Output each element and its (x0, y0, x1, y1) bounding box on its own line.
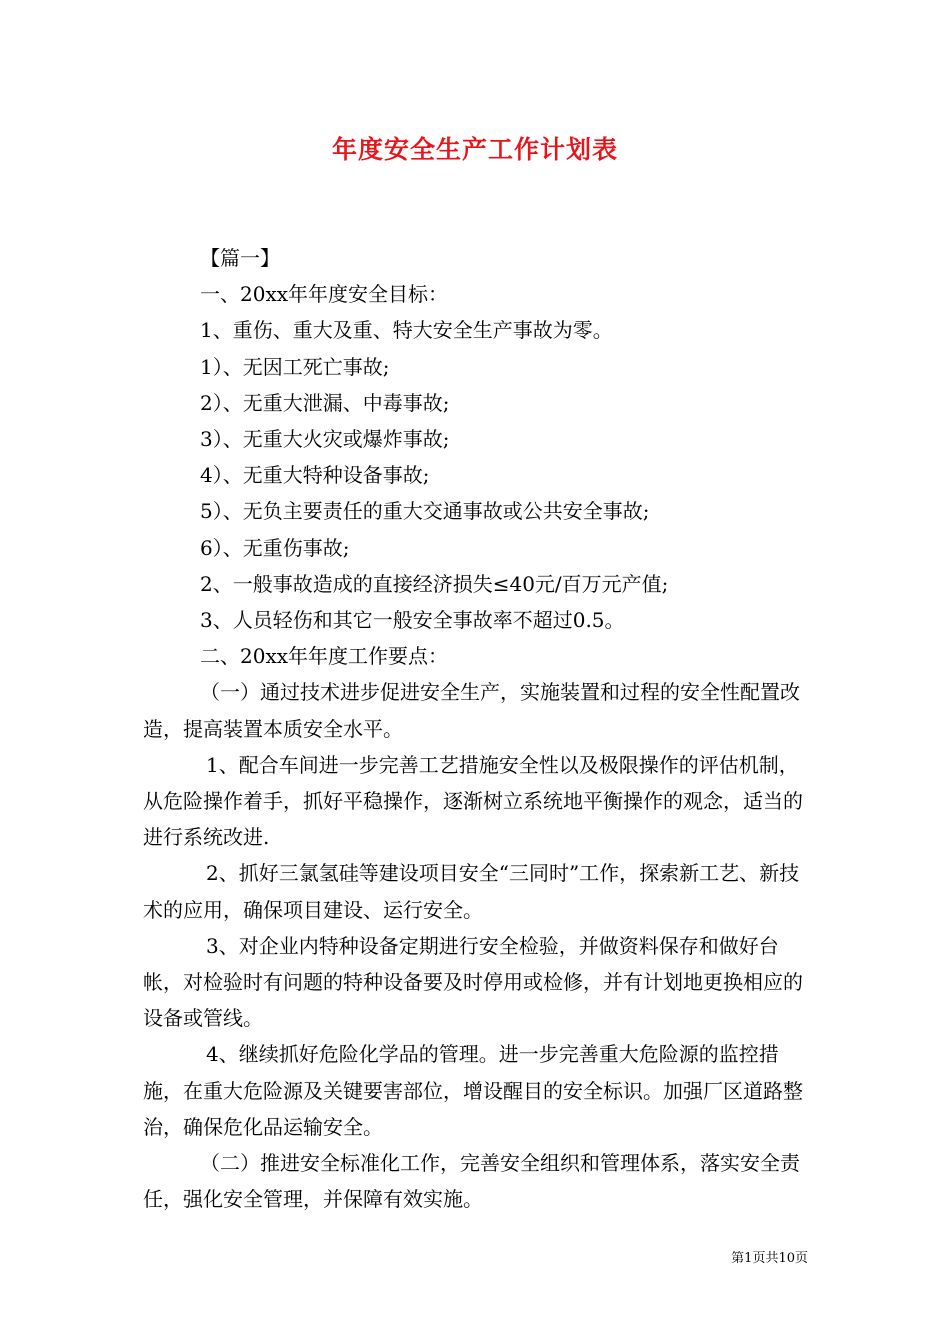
work-item: 4、继续抓好危险化学品的管理。进一步完善重大危险源的监控措施，在重大危险源及关键要害部位，增设醒目的安全标识。加强厂区道路整治，确保危化品运输安全。 (143, 1042, 803, 1139)
work-item: 2、抓好三氯氢硅等建设项目安全“三同时”工作，探索新工艺、新技术的应用，确保项目建设、运行安全。 (143, 861, 800, 922)
goal-subitem: 6）、无重伤事故; (200, 535, 350, 560)
goal-subitem: 2）、无重大泄漏、中毒事故; (200, 390, 450, 415)
heading-safety-goals: 一、20xx年年度安全目标： (200, 282, 449, 307)
heading-work-points: 二、20xx年年度工作要点： (200, 644, 449, 669)
document-body (143, 240, 808, 1217)
goal-item: 3、人员轻伤和其它一般安全事故率不超过0.5。 (200, 608, 625, 633)
work-item: 1、配合车间进一步完善工艺措施安全性以及极限操作的评估机制，从危险操作着手，抓好平稳操作，逐渐树立系统地平衡操作的观念，适当的进行系统改进. (143, 752, 803, 850)
work-item: 3、对企业内特种设备定期进行安全检验，并做资料保存和做好台帐，对检验时有问题的特种设备要及时停用或检修，并有计划地更换相应的设备或管线。 (143, 933, 803, 1031)
work-section: （二）推进安全标准化工作，完善安全组织和管理体系，落实安全责任，强化安全管理，并保障有效实施。 (143, 1151, 800, 1212)
section-label: 【篇一】 (200, 246, 280, 270)
work-section: （一）通过技术进步促进安全生产，实施装置和过程的安全性配置改造，提高装置本质安全水平。 (143, 680, 800, 741)
goal-subitem: 1）、无因工死亡事故; (200, 354, 390, 379)
page-number: 第1页共10页 (731, 1251, 808, 1266)
goal-item: 1、重伤、重大及重、特大安全生产事故为零。 (200, 318, 613, 343)
goal-subitem: 3）、无重大火灾或爆炸事故; (200, 427, 450, 452)
document-title: 年度安全生产工作计划表 (331, 135, 618, 164)
goal-subitem: 5）、无负主要责任的重大交通事故或公共安全事故; (200, 499, 650, 524)
goal-subitem: 4）、无重大特种设备事故; (200, 463, 430, 488)
goal-item: 2、一般事故造成的直接经济损失≤40元/百万元产值; (200, 571, 669, 596)
